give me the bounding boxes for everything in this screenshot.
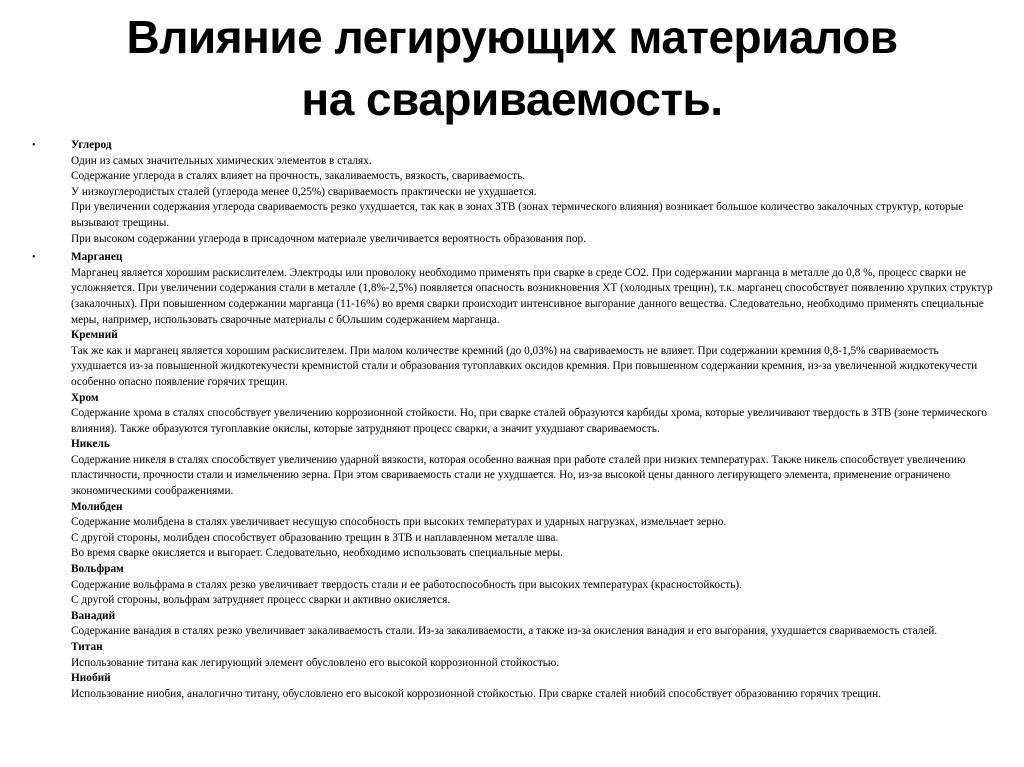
tungsten-line-1: Содержание вольфрама в сталях резко увеличивает твердость стали и ее работоспособность при высоких температурах (красностойкость). <box>71 578 742 591</box>
bullet-icon: • <box>32 140 36 151</box>
bullet-list <box>30 138 996 702</box>
carbon-line-3: У низкоуглеродистых сталей (углерода менее 0,25%) свариваемость практически не ухудшается. <box>71 185 537 198</box>
chromium-heading: Хром <box>71 391 99 404</box>
tungsten-line-2: С другой стороны, вольфрам затрудняет процесс сварки и активно окисляется. <box>71 594 451 607</box>
carbon-heading: Углерод <box>71 139 112 151</box>
chromium-text: Содержание хрома в сталях способствует увеличению коррозионной стойкости. Но, при сварке сталей образуются карбиды хрома, которые увеличивают твердость в ЗТВ (зоне термического влияния). Также образуются тугоплавкие окислы, которые затрудняют процесс сварки, а значит ухудшают свариваемость. <box>71 407 987 435</box>
vanadium-heading: Ванадий <box>71 609 116 622</box>
molybdenum-heading: Молибден <box>71 500 123 513</box>
manganese-text: Марганец является хорошим раскислителем. Электроды или проволоку необходимо применять при сварке в среде СО2. При содержании марганца в металле до 0,8 %, процесс сварки не усложняется. При увеличении содержания стали в металле (1,8%-2,5%) появляется опасность возникновения ХТ (холодных трещин), т.к. марганец способствует появлению хрупких структур (закалочных). При повышенном содержании марганца (11-16%) во время сварки происходит интенсивное выгорание данного вещества. Следовательно, необходимо применять специальные меры, например, использовать сварочные материалы с бОльшим содержанием марганца. <box>71 266 993 326</box>
slide-title-line-2: на свариваемость. <box>301 73 723 125</box>
slide-title <box>60 6 964 130</box>
molybdenum-line-2: С другой стороны, молибден способствует образованию трещин в ЗТВ и наплавленном металле шва. <box>71 531 559 544</box>
silicon-text: Так же как и марганец является хорошим раскислителем. При малом количестве кремний (до 0,03%) на свариваемость не влияет. При содержании кремния 0,8-1,5% свариваемость ухудшается из-за повышенной жидкотекучести кремнистой стали и образования тугоплавких оксидов кремния. При повышенном содержании кремния, из-за увеличенной жидкотекучести особенно опасно появление горячих трещин. <box>71 344 978 388</box>
bullet-icon: • <box>32 252 36 264</box>
titanium-heading: Титан <box>71 641 103 653</box>
slide-title-line-1: Влияние легирующих материалов <box>126 11 898 63</box>
vanadium-text: Содержание ванадия в сталях резко увеличивает закаливаемость стали. Из-за закаливаемости, а также из-за окисления ванадия и его выгорания, ухудшается свариваемость сталей. <box>71 625 938 638</box>
nickel-text: Содержание никеля в сталях способствует увеличению ударной вязкости, которая особенно важная при работе сталей при низких температурах. Также никель способствует увеличению пластичности, прочности стали и измельчению зерна. При этом свариваемость стали не ухудшается. Но, из-за высокой цены данного легирующего элемента, применение ограничено экономическими соображениями. <box>71 453 966 498</box>
carbon-line-1: Один из самых значительных химических элементов в сталях. <box>71 154 372 167</box>
list-item-carbon <box>30 138 996 247</box>
silicon-heading: Кремний <box>71 329 118 342</box>
carbon-line-4: При увеличении содержания углерода свариваемость резко ухудшается, так как в зонах ЗТВ (зонах термического влияния) возникает большое количество закалочных структур, которые вызывают трещины. <box>71 201 964 229</box>
carbon-line-2: Содержание углерода в сталях влияет на прочность, закаливаемость, вязкость, свариваемость. <box>71 170 525 183</box>
tungsten-heading: Вольфрам <box>71 563 124 576</box>
nickel-heading: Никель <box>71 438 110 451</box>
carbon-line-5: При высоком содержании углерода в присадочном материале увеличивается вероятность образования пор. <box>71 232 587 245</box>
molybdenum-line-1: Содержание молибдена в сталях увеличивает несущую способность при высоких температурах и ударных нагрузках, измельчает зерно. <box>71 516 727 529</box>
molybdenum-line-3: Во время сварке окисляется и выгорает. Следовательно, необходимо использовать специальные меры. <box>71 547 563 560</box>
niobium-heading: Ниобий <box>71 672 111 685</box>
niobium-text: Использование ниобия, аналогично титану, обусловлено его высокой коррозионной стойкостью. При сварке сталей ниобий способствует образованию горячих трещин. <box>71 687 881 700</box>
titanium-text: Использование титана как легирующий элемент обусловлено его высокой коррозионной стойкостью. <box>71 656 560 669</box>
manganese-heading: Марганец <box>71 251 123 264</box>
list-item-manganese <box>30 250 996 702</box>
